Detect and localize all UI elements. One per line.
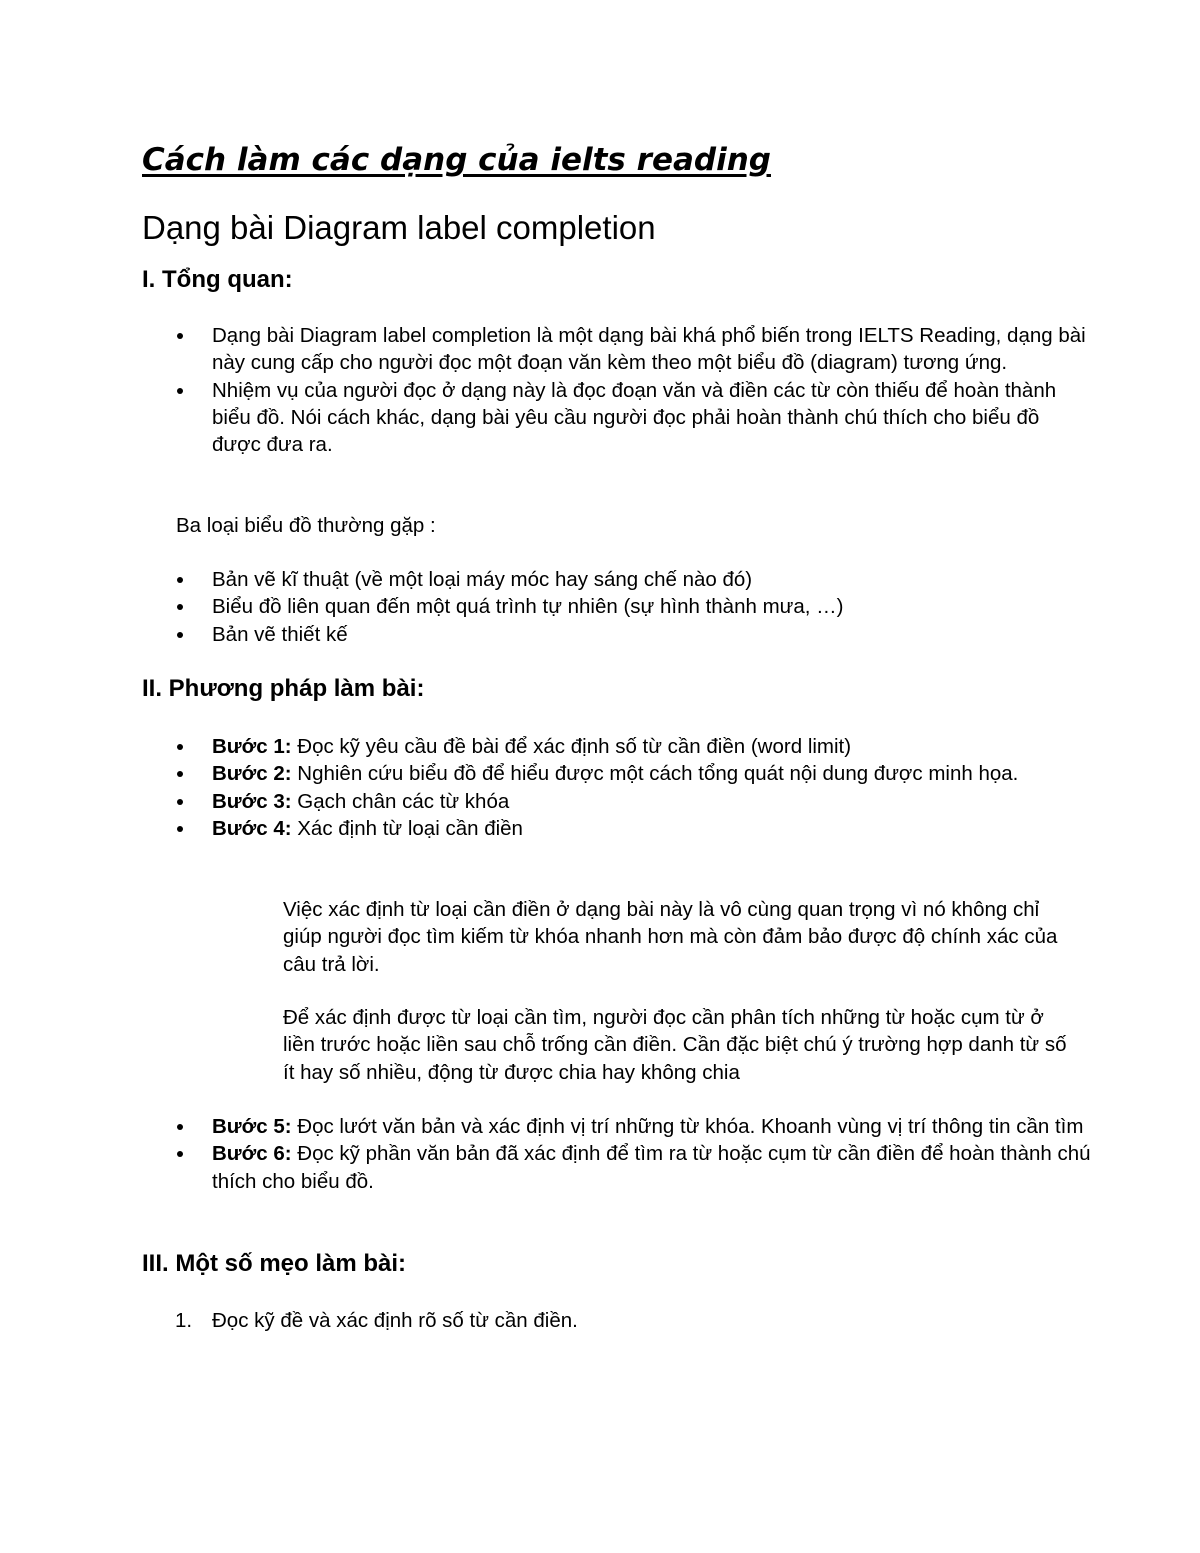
step-label: Bước 1: bbox=[212, 735, 292, 758]
step-label: Bước 3: bbox=[212, 789, 292, 813]
tip-text: Đọc kỹ đề và xác định rõ số từ cần điền. bbox=[212, 1309, 578, 1332]
step-label: Bước 5: bbox=[212, 1115, 292, 1138]
step-label: Bước 6: bbox=[212, 1142, 292, 1166]
diagram-types-list bbox=[212, 566, 1092, 648]
diagram-type-item: Biểu đồ liên quan đến một quá trình tự nhiên (sự hình thành mưa, …) bbox=[212, 593, 1092, 620]
step-text: Gạch chân các từ khóa bbox=[291, 789, 510, 813]
tips-numbered-list bbox=[175, 1307, 1092, 1334]
step4-paragraph: Để xác định được từ loại cần tìm, người đọc cần phân tích những từ hoặc cụm từ ở liền trước hoặc liền sau chỗ trống cần điền. Cần đặc biệt chú ý trường hợp danh từ số ít hay số nhiều, động từ được chia hay không chia bbox=[283, 1006, 1067, 1084]
tip-item bbox=[175, 1307, 1092, 1334]
diagram-type-item: Bản vẽ thiết kế bbox=[212, 621, 1092, 648]
section-heading-tips: III. Một số mẹo làm bài: bbox=[142, 1250, 407, 1277]
diagram-types-intro: Ba loại biểu đồ thường gặp : bbox=[176, 514, 436, 537]
step-item bbox=[212, 815, 1092, 842]
step-item bbox=[212, 760, 1092, 787]
step-text: Xác định từ loại cần điền bbox=[291, 816, 523, 840]
step-text: Đọc kỹ yêu cầu đề bài để xác định số từ cần điền (word limit) bbox=[291, 735, 852, 758]
step-label: Bước 4: bbox=[212, 816, 292, 840]
step4-paragraph: Việc xác định từ loại cần điền ở dạng bài này là vô cùng quan trọng vì nó không chỉ giúp người đọc tìm kiếm từ khóa nhanh hơn mà còn đảm bảo được độ chính xác của câu trả lời. bbox=[283, 898, 1058, 976]
step-label: Bước 2: bbox=[212, 762, 292, 786]
document-title: Cách làm các dạng của ielts reading bbox=[142, 142, 771, 178]
section-heading-method: II. Phương pháp làm bài: bbox=[142, 675, 425, 702]
overview-bullet-list bbox=[212, 322, 1092, 458]
step-text: Đọc lướt văn bản và xác định vị trí những từ khóa. Khoanh vùng vị trí thông tin cần tìm bbox=[291, 1115, 1084, 1138]
step-item bbox=[212, 1140, 1092, 1195]
step-item bbox=[212, 1113, 1092, 1140]
steps-list-part1 bbox=[212, 733, 1092, 842]
step-item bbox=[212, 788, 1092, 815]
step-text: Đọc kỹ phần văn bản đã xác định để tìm ra từ hoặc cụm từ cần điền để hoàn thành chú thích cho biểu đồ. bbox=[212, 1142, 1091, 1193]
step-item bbox=[212, 733, 1092, 760]
steps-list-part2 bbox=[212, 1113, 1092, 1195]
document-subtitle: Dạng bài Diagram label completion bbox=[142, 209, 656, 246]
overview-bullet-item: Dạng bài Diagram label completion là một dạng bài khá phổ biến trong IELTS Reading, dạng bài này cung cấp cho người đọc một đoạn văn kèm theo một biểu đồ (diagram) tương ứng. bbox=[212, 322, 1092, 377]
step-text: Nghiên cứu biểu đồ để hiểu được một cách tổng quát nội dung được minh họa. bbox=[291, 762, 1019, 786]
section-heading-overview: I. Tổng quan: bbox=[142, 266, 293, 293]
overview-bullet-item: Nhiệm vụ của người đọc ở dạng này là đọc đoạn văn và điền các từ còn thiếu để hoàn thành biểu đồ. Nói cách khác, dạng bài yêu cầu người đọc phải hoàn thành chú thích cho biểu đồ được đưa ra. bbox=[212, 377, 1092, 459]
tip-number: 1. bbox=[175, 1309, 193, 1332]
diagram-type-item: Bản vẽ kĩ thuật (về một loại máy móc hay sáng chế nào đó) bbox=[212, 566, 1092, 593]
